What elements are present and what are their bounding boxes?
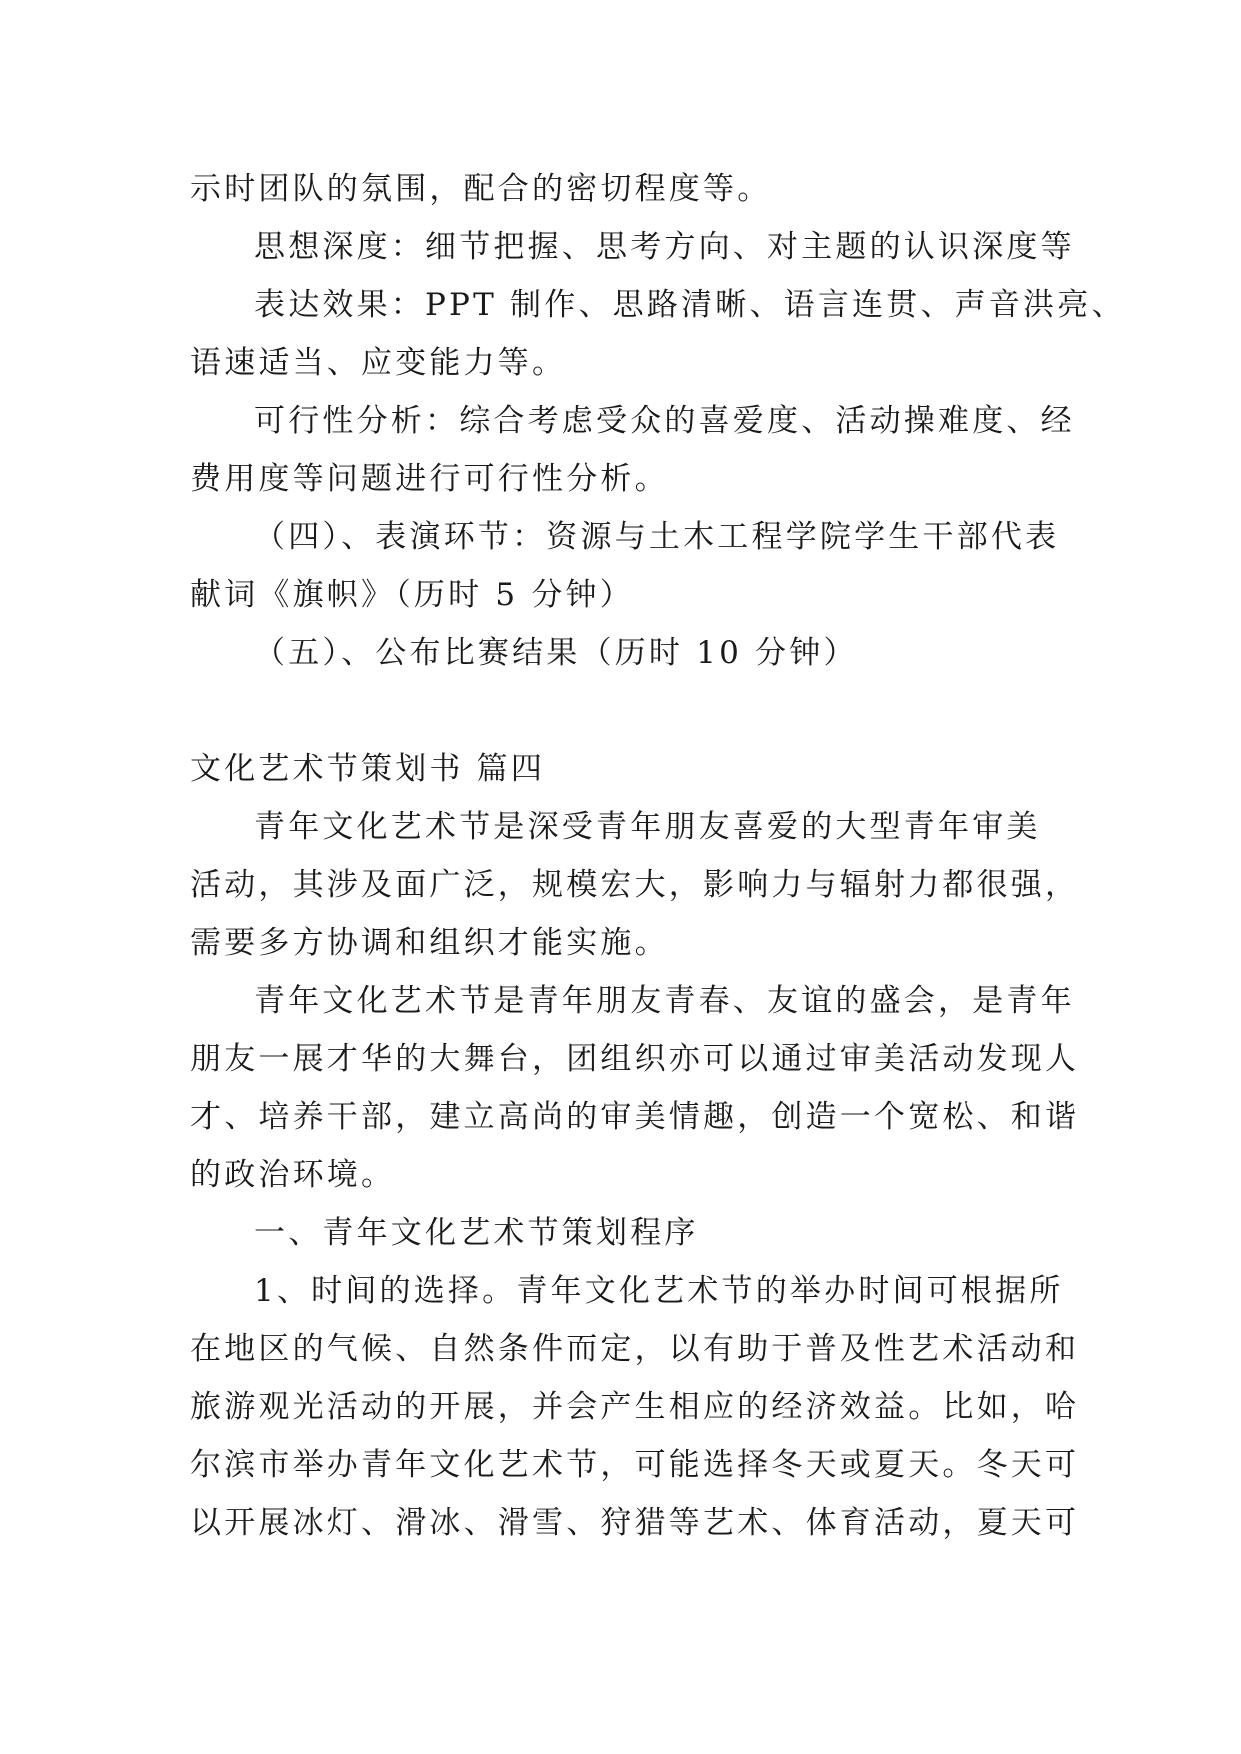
text-line: 语速适当、应变能力等。 <box>190 345 567 381</box>
text-line: 需要多方协调和组织才能实施。 <box>190 925 669 961</box>
text-line: 以开展冰灯、滑冰、滑雪、狩猎等艺术、体育活动，夏天可 <box>190 1505 1080 1541</box>
text-line: 一、青年文化艺术节策划程序 <box>254 1215 699 1251</box>
text-line: 文化艺术节策划书 篇四 <box>190 751 546 787</box>
text-line: （五）、公布比赛结果（历时 10 分钟） <box>254 635 858 671</box>
text-line: 可行性分析：综合考虑受众的喜爱度、活动操难度、经 <box>254 403 1075 439</box>
text-line: 青年文化艺术节是深受青年朋友喜爱的大型青年审美 <box>254 809 1041 845</box>
text-line: 旅游观光活动的开展，并会产生相应的经济效益。比如，哈 <box>190 1389 1080 1425</box>
paragraph-gap <box>190 682 1070 740</box>
text-line: 的政治环境。 <box>190 1157 396 1193</box>
text-line: 思想深度：细节把握、思考方向、对主题的认识深度等 <box>254 229 1075 265</box>
text-line: 1、时间的选择。青年文化艺术节的举办时间可根据所 <box>254 1273 1064 1309</box>
text-line: （四）、表演环节：资源与土木工程学院学生干部代表 <box>254 519 1060 555</box>
document-body <box>190 160 1126 1552</box>
text-line: 活动，其涉及面广泛，规模宏大，影响力与辐射力都很强， <box>190 867 1080 903</box>
text-line: 费用度等问题进行可行性分析。 <box>190 461 669 497</box>
text-line: 朋友一展才华的大舞台，团组织亦可以通过审美活动发现人 <box>190 1041 1080 1077</box>
text-line: 表达效果：PPT 制作、思路清晰、语言连贯、声音洪亮、 <box>254 287 1126 323</box>
text-line: 在地区的气候、自然条件而定，以有助于普及性艺术活动和 <box>190 1331 1080 1367</box>
text-line: 才、培养干部，建立高尚的审美情趣，创造一个宽松、和谐 <box>190 1099 1080 1135</box>
text-line: 青年文化艺术节是青年朋友青春、友谊的盛会，是青年 <box>254 983 1075 1019</box>
text-line: 尔滨市举办青年文化艺术节，可能选择冬天或夏天。冬天可 <box>190 1447 1080 1483</box>
text-line: 示时团队的氛围，配合的密切程度等。 <box>190 171 772 207</box>
text-line: 献词《旗帜》（历时 5 分钟） <box>190 577 634 613</box>
